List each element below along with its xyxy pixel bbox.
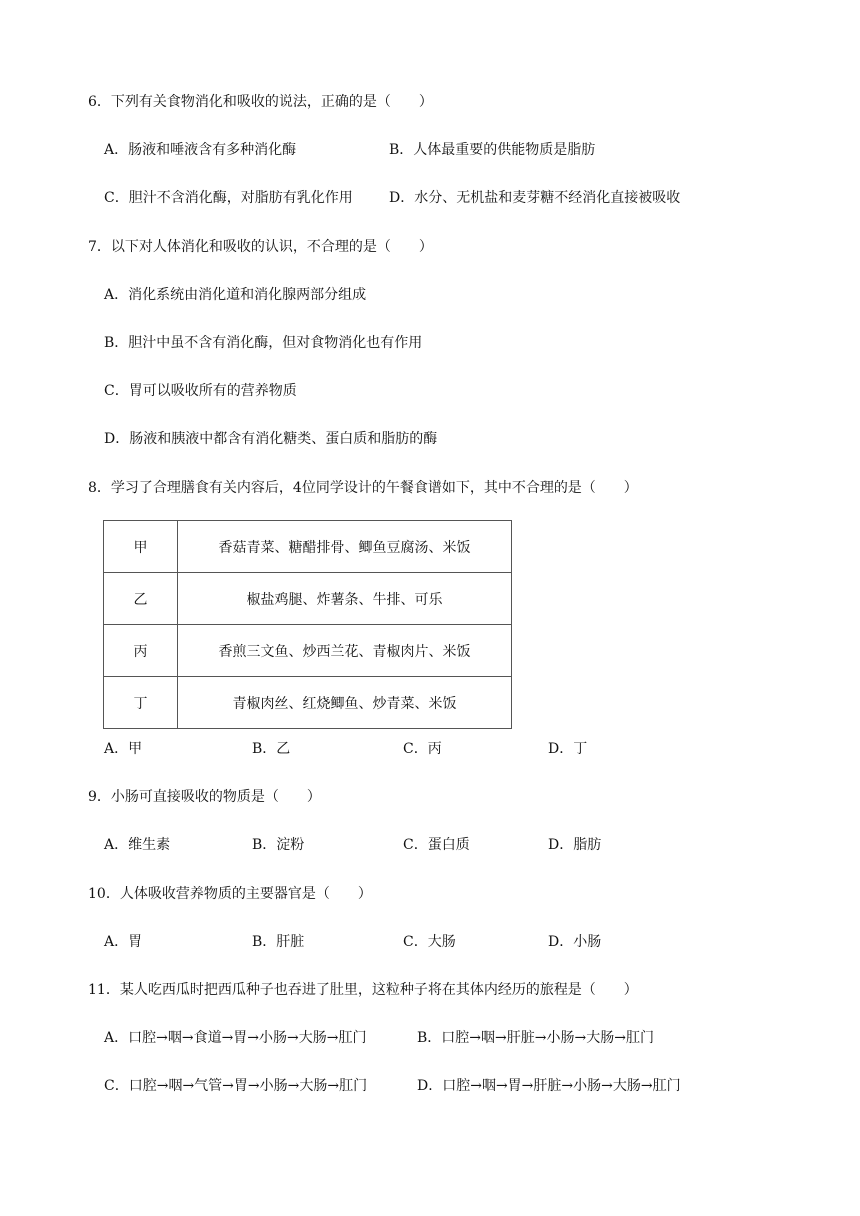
q10-option-d[interactable]: D．小肠 — [548, 934, 602, 950]
q6-option-d[interactable]: D．水分、无机盐和麦芽糖不经消化直接被吸收 — [389, 190, 681, 206]
student-name-cell: 甲 — [104, 521, 178, 573]
q11-option-a[interactable]: A．口腔→咽→食道→胃→小肠→大肠→肛门 — [104, 1030, 367, 1046]
q11-option-d[interactable]: D．口腔→咽→胃→肝脏→小肠→大肠→肛门 — [417, 1078, 681, 1094]
table-row — [104, 625, 512, 677]
menu-cell: 青椒肉丝、红烧鲫鱼、炒青菜、米饭 — [178, 677, 512, 729]
q7-option-c[interactable]: C．胃可以吸收所有的营养物质 — [104, 383, 297, 399]
q10-option-b[interactable]: B．肝脏 — [252, 934, 305, 950]
q9-option-a[interactable]: A．维生素 — [104, 837, 171, 853]
question-8-stem: 8．学习了合理膳食有关内容后，4位同学设计的午餐食谱如下，其中不合理的是（ ） — [88, 480, 638, 496]
q7-option-a[interactable]: A．消化系统由消化道和消化腺两部分组成 — [104, 287, 367, 303]
q9-option-b[interactable]: B．淀粉 — [252, 837, 305, 853]
table-row — [104, 677, 512, 729]
q6-option-b[interactable]: B．人体最重要的供能物质是脂肪 — [389, 142, 596, 158]
student-name-cell: 丁 — [104, 677, 178, 729]
student-name-cell: 丙 — [104, 625, 178, 677]
question-7-stem: 7．以下对人体消化和吸收的认识，不合理的是（ ） — [88, 239, 433, 255]
question-11-stem: 11．某人吃西瓜时把西瓜种子也吞进了肚里，这粒种子将在其体内经历的旅程是（ ） — [88, 982, 638, 998]
q6-option-c[interactable]: C．胆汁不含消化酶，对脂肪有乳化作用 — [104, 190, 353, 206]
q6-option-a[interactable]: A．肠液和唾液含有多种消化酶 — [104, 142, 297, 158]
question-9-stem: 9．小肠可直接吸收的物质是（ ） — [88, 789, 321, 805]
table-row — [104, 521, 512, 573]
student-name-cell: 乙 — [104, 573, 178, 625]
menu-cell: 椒盐鸡腿、炸薯条、牛排、可乐 — [178, 573, 512, 625]
lunch-menu-table — [103, 520, 512, 729]
q10-option-c[interactable]: C．大肠 — [403, 934, 456, 950]
q8-option-c[interactable]: C．丙 — [403, 741, 442, 757]
menu-cell: 香菇青菜、糖醋排骨、鲫鱼豆腐汤、米饭 — [178, 521, 512, 573]
q8-option-b[interactable]: B．乙 — [252, 741, 291, 757]
question-6-stem: 6．下列有关食物消化和吸收的说法，正确的是（ ） — [88, 94, 433, 110]
q11-option-c[interactable]: C．口腔→咽→气管→胃→小肠→大肠→肛门 — [104, 1078, 368, 1094]
q8-option-a[interactable]: A．甲 — [104, 741, 143, 757]
q9-option-c[interactable]: C．蛋白质 — [403, 837, 470, 853]
q7-option-b[interactable]: B．胆汁中虽不含有消化酶，但对食物消化也有作用 — [104, 335, 423, 351]
menu-cell: 香煎三文鱼、炒西兰花、青椒肉片、米饭 — [178, 625, 512, 677]
question-10-stem: 10．人体吸收营养物质的主要器官是（ ） — [88, 886, 372, 902]
q11-option-b[interactable]: B．口腔→咽→肝脏→小肠→大肠→肛门 — [417, 1030, 654, 1046]
q10-option-a[interactable]: A．胃 — [104, 934, 143, 950]
q9-option-d[interactable]: D．脂肪 — [548, 837, 602, 853]
q7-option-d[interactable]: D．肠液和胰液中都含有消化糖类、蛋白质和脂肪的酶 — [104, 431, 438, 447]
table-row — [104, 573, 512, 625]
q8-option-d[interactable]: D．丁 — [548, 741, 588, 757]
